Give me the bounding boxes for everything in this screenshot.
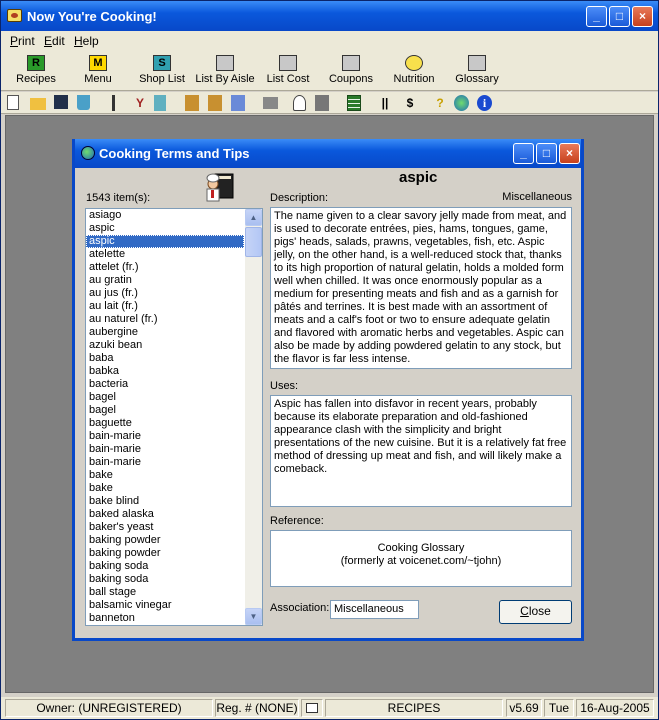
dialog-title: Cooking Terms and Tips <box>99 146 250 161</box>
recipe-tool-icon[interactable] <box>315 95 329 111</box>
uses-label: Uses: <box>270 380 299 392</box>
category-label: Miscellaneous <box>502 191 572 203</box>
globe-icon <box>81 146 95 160</box>
terms-listbox[interactable] <box>85 208 263 626</box>
list-item[interactable]: bacteria <box>89 378 129 390</box>
list-item[interactable]: bagel <box>89 404 116 416</box>
list-cost-button[interactable] <box>263 53 313 89</box>
close-button[interactable] <box>499 600 572 624</box>
uses-textbox[interactable]: Aspic has fallen into disfavor in recent years, probably because its elaborate preparation and old-fashioned appearance clash with the simplicity and bright presentations of the new cuisine. But it is a relatively fat free method of dressing up meat and fish, and will likely make a comeback. <box>270 395 572 507</box>
save-icon[interactable] <box>54 95 68 109</box>
new-file-icon[interactable] <box>7 95 19 110</box>
list-item[interactable]: baker's yeast <box>89 521 154 533</box>
list-item[interactable]: bagel <box>89 391 116 403</box>
shop-list-button[interactable] <box>135 53 189 89</box>
recipes-icon: R <box>27 55 45 71</box>
spreadsheet-icon[interactable] <box>347 95 361 111</box>
dollar-icon[interactable]: $ <box>406 96 414 110</box>
close-window-button[interactable]: × <box>632 6 653 27</box>
list-item[interactable]: attelet (fr.) <box>89 261 139 273</box>
menu-help[interactable] <box>74 34 99 48</box>
status-bar <box>1 697 658 719</box>
list-item[interactable]: azuki bean <box>89 339 143 351</box>
description-textbox[interactable]: The name given to a clear savory jelly made from meat, and is used to decorate entrées, pies, hams, tongues, game, pigs' heads, salads, prawns, vegetables, fish, etc. Aspic jelly, on the other hand, is a well-reduced stock that, thanks to its high proportion of natural gelatin, holds a molded form well when chilled. It was once enormously popular as a medium for presenting meats and fish and as a garnish for pâtés and terrines. It is best made with an assortment of meats and a calf's foot or two to ensure adequate gelatin and flavored with aromatic herbs and vegetables. Aspic can also be made by adding powdered gelatin to any stock, but the flavor is far less intense. <box>270 207 572 369</box>
list-item[interactable]: baguette <box>89 417 132 429</box>
edit-list-icon[interactable] <box>231 95 245 111</box>
import-icon[interactable] <box>185 95 199 111</box>
menu-help-mnemonic: H <box>74 34 83 48</box>
recipes-label: Recipes <box>16 73 56 85</box>
list-item[interactable]: banneton <box>89 612 135 624</box>
reference-textbox[interactable] <box>270 530 572 587</box>
reference-line-1: Cooking Glossary <box>377 542 465 554</box>
scroll-down-button[interactable]: ▼ <box>245 608 262 625</box>
list-item[interactable]: baked alaska <box>89 508 154 520</box>
status-version: v5.69 <box>506 699 542 717</box>
list-by-aisle-label: List By Aisle <box>195 73 255 85</box>
menu-button[interactable] <box>73 53 123 89</box>
cooking-terms-dialog <box>72 139 584 641</box>
list-item[interactable]: ball stage <box>89 586 137 598</box>
recipes-button[interactable] <box>9 53 63 89</box>
item-count: 1543 item(s): <box>86 192 151 204</box>
list-item[interactable]: baba <box>89 352 114 364</box>
dialog-maximize-button[interactable]: □ <box>536 143 557 164</box>
close-button-label: lose <box>528 604 551 618</box>
fork-icon[interactable]: Y <box>135 96 144 110</box>
status-owner: Owner: (UNREGISTERED) <box>5 699 213 717</box>
chef-icon <box>205 172 235 202</box>
list-item[interactable]: au jus (fr.) <box>89 287 138 299</box>
list-item[interactable]: aspic <box>89 222 115 234</box>
status-mode: RECIPES <box>325 699 503 717</box>
menu-edit[interactable] <box>44 34 65 48</box>
shop-list-icon: S <box>153 55 171 71</box>
book-icon <box>301 699 323 717</box>
trash-icon[interactable] <box>77 95 90 110</box>
list-cost-label: List Cost <box>266 73 310 85</box>
list-by-aisle-button[interactable] <box>194 53 256 89</box>
window-title: Now You're Cooking! <box>27 9 157 24</box>
glossary-button[interactable] <box>452 53 502 89</box>
aisle-icon <box>216 55 234 71</box>
glossary-icon <box>468 55 486 71</box>
status-day: Tue <box>544 699 574 717</box>
open-folder-icon[interactable] <box>30 98 46 110</box>
globe-icon[interactable] <box>454 95 469 111</box>
coupons-label: Coupons <box>328 73 374 85</box>
list-item[interactable]: balsamic vinegar <box>89 599 172 611</box>
menu-print-mnemonic: P <box>10 34 19 48</box>
list-item[interactable]: bake blind <box>89 495 140 507</box>
menu-icon: M <box>89 55 107 71</box>
menu-edit-mnemonic: E <box>44 34 53 48</box>
menu-edit-label: dit <box>52 34 65 48</box>
nutrition-icon <box>405 55 423 71</box>
dialog-close-window-button[interactable]: × <box>559 143 580 164</box>
nutrition-label: Nutrition <box>393 73 435 85</box>
list-item[interactable]: aspic <box>86 235 244 248</box>
close-button-mnemonic: C <box>520 604 529 618</box>
dialog-minimize-button[interactable]: _ <box>513 143 534 164</box>
scroll-up-button[interactable]: ▲ <box>245 209 262 226</box>
info-icon[interactable]: i <box>477 95 492 111</box>
association-label: Association: <box>270 602 330 614</box>
title-bar[interactable] <box>1 1 658 31</box>
list-item[interactable]: aubergine <box>89 326 138 338</box>
terms-list <box>86 209 244 625</box>
list-item[interactable]: au lait (fr.) <box>89 300 138 312</box>
coupons-button[interactable] <box>323 53 379 89</box>
help-icon[interactable]: ? <box>436 96 444 110</box>
pause-icon[interactable]: || <box>381 96 389 110</box>
list-item[interactable]: bake <box>89 469 113 481</box>
dialog-title-bar[interactable] <box>75 139 581 168</box>
menu-help-label: elp <box>82 34 99 48</box>
list-item[interactable]: baking soda <box>89 573 149 585</box>
list-item[interactable]: baking powder <box>89 534 161 546</box>
status-date: 16-Aug-2005 <box>576 699 654 717</box>
list-item[interactable]: baking soda <box>89 560 149 572</box>
list-item[interactable]: baking powder <box>89 547 161 559</box>
printer-icon[interactable] <box>263 97 278 109</box>
status-reg: Reg. # (NONE) <box>216 701 298 715</box>
reference-line-2: (formerly at voicenet.com/~tjohn) <box>340 555 502 567</box>
menu-label: Menu <box>84 73 112 85</box>
nutrition-button[interactable] <box>389 53 439 89</box>
export-icon[interactable] <box>208 95 222 111</box>
shop-list-label: Shop List <box>139 73 185 85</box>
cost-icon <box>279 55 297 71</box>
small-toolbar <box>1 92 658 114</box>
terms-scrollbar[interactable] <box>245 209 262 625</box>
menu-print[interactable] <box>10 34 35 48</box>
menu-bar <box>1 31 658 51</box>
scroll-thumb[interactable] <box>245 227 262 257</box>
coupon-icon <box>342 55 360 71</box>
list-item[interactable]: bain-marie <box>89 443 141 455</box>
list-item[interactable]: bain-marie <box>89 430 141 442</box>
list-item[interactable]: asiago <box>89 209 122 221</box>
reference-label: Reference: <box>270 515 324 527</box>
list-item[interactable]: atelette <box>89 248 126 260</box>
list-item[interactable]: au naturel (fr.) <box>89 313 158 325</box>
list-item[interactable]: babka <box>89 365 119 377</box>
chef-hat-icon[interactable] <box>293 95 306 111</box>
list-item[interactable]: bain-marie <box>89 456 141 468</box>
association-field[interactable]: Miscellaneous <box>330 600 419 619</box>
maximize-button[interactable]: □ <box>609 6 630 27</box>
app-icon[interactable] <box>7 9 22 22</box>
minimize-button[interactable]: _ <box>586 6 607 27</box>
main-toolbar <box>1 51 658 91</box>
description-label: Description: <box>270 192 329 204</box>
list-item[interactable]: bake <box>89 482 113 494</box>
list-item[interactable]: au gratin <box>89 274 132 286</box>
term-heading: aspic <box>399 169 438 186</box>
glossary-label: Glossary <box>455 73 499 85</box>
menu-print-label: rint <box>18 34 35 48</box>
knife-icon[interactable] <box>112 95 115 111</box>
glass-icon[interactable] <box>154 95 166 111</box>
